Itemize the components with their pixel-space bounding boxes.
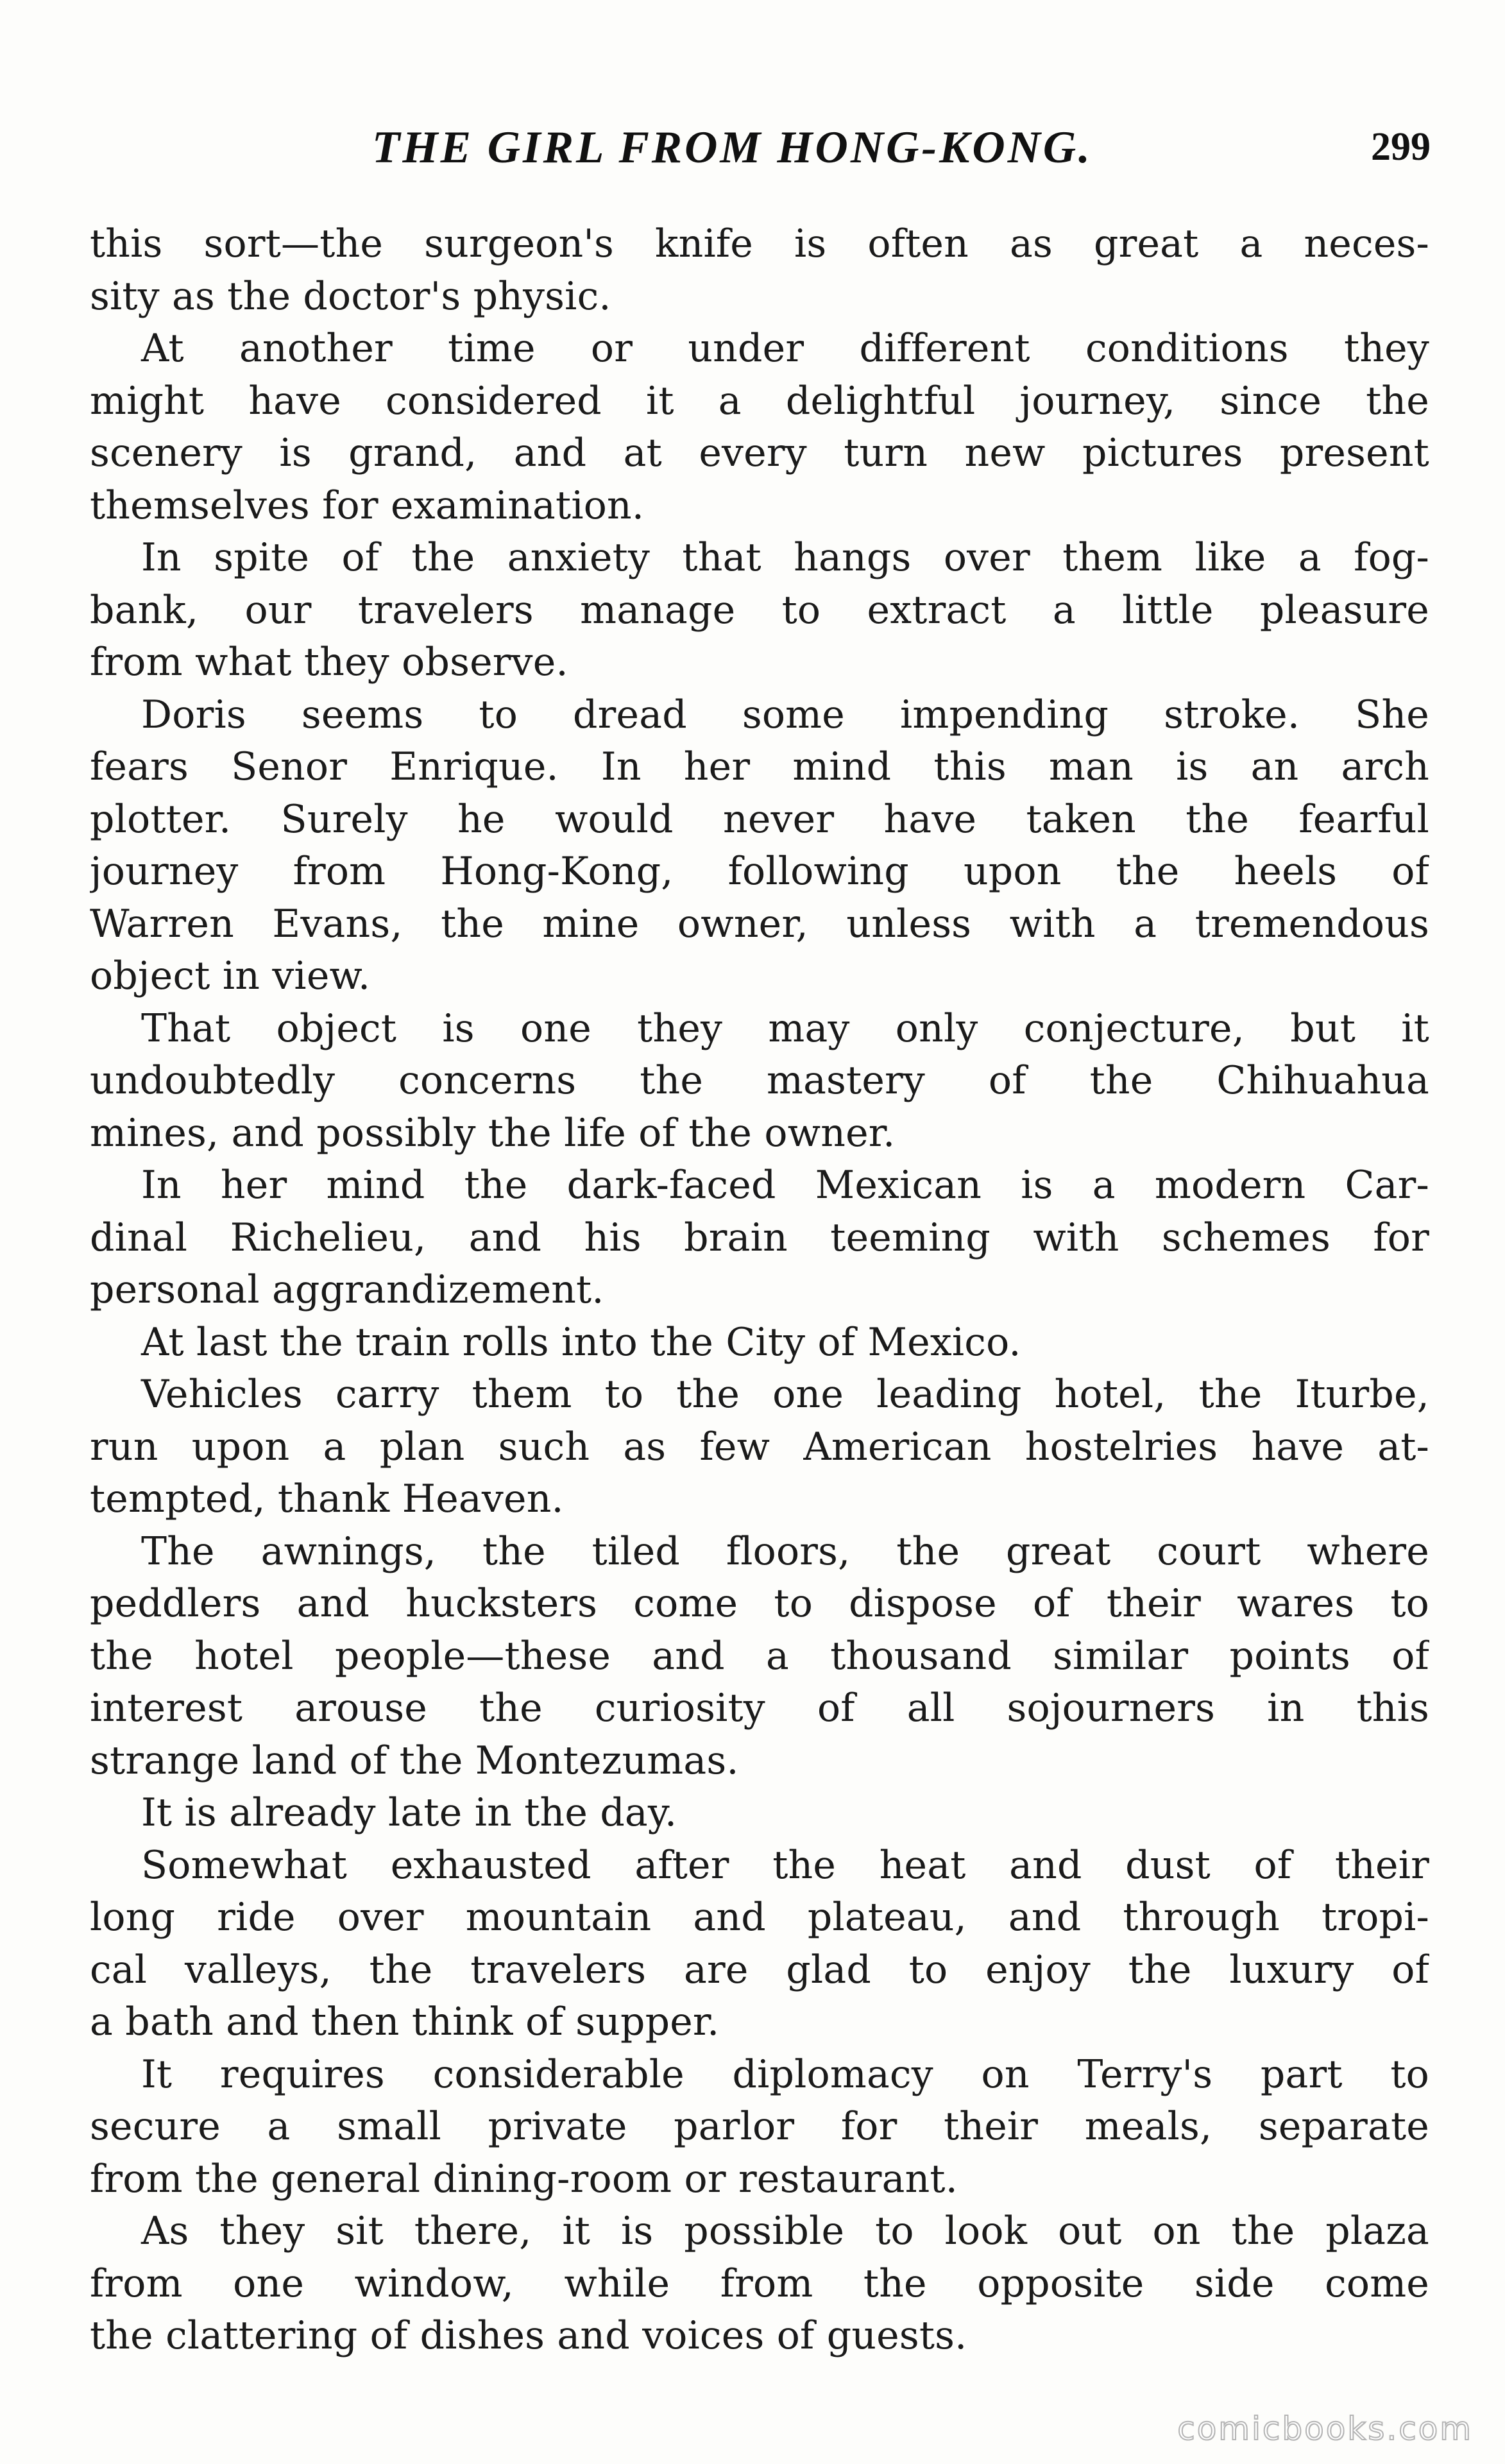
text-line: undoubtedly concerns the mastery of the Chihuahua bbox=[90, 1058, 1429, 1103]
text-line: might have considered it a delightful journey, since the bbox=[90, 378, 1429, 424]
text-line: mines, and possibly the life of the owner. bbox=[90, 1110, 896, 1156]
text-line: plotter. Surely he would never have taken the fearful bbox=[90, 796, 1429, 842]
text-line: themselves for examination. bbox=[90, 483, 645, 528]
text-line: It requires considerable diplomacy on Terry's part to bbox=[141, 2051, 1429, 2097]
text-line: In spite of the anxiety that hangs over them like a fog- bbox=[141, 535, 1429, 580]
text-line: Somewhat exhausted after the heat and dust of their bbox=[141, 1842, 1429, 1888]
text-line: this sort—the surgeon's knife is often as great a neces- bbox=[90, 221, 1429, 266]
text-line: strange land of the Montezumas. bbox=[90, 1738, 739, 1783]
text-line: dinal Richelieu, and his brain teeming with schemes for bbox=[90, 1215, 1429, 1260]
text-line: from the general dining-room or restaurant. bbox=[90, 2156, 958, 2202]
text-line: long ride over mountain and plateau, and through tropi- bbox=[90, 1895, 1429, 1940]
text-line: secure a small private parlor for their meals, separate bbox=[90, 2104, 1429, 2149]
text-line: As they sit there, it is possible to look out on the plaza bbox=[141, 2209, 1429, 2254]
text-line: from what they observe. bbox=[90, 640, 568, 685]
text-line: In her mind the dark-faced Mexican is a modern Car- bbox=[141, 1163, 1429, 1208]
page-header bbox=[90, 122, 1431, 193]
text-line: tempted, thank Heaven. bbox=[90, 1476, 564, 1521]
text-line: object in view. bbox=[90, 954, 371, 998]
text-line: Doris seems to dread some impending stroke. She bbox=[141, 692, 1429, 737]
text-line: The awnings, the tiled floors, the great court where bbox=[141, 1528, 1429, 1574]
text-line: interest arouse the curiosity of all sojourners in this bbox=[90, 1686, 1429, 1731]
text-line: At another time or under different conditions they bbox=[141, 326, 1429, 371]
text-line: run upon a plan such as few American hostelries have at- bbox=[90, 1424, 1429, 1469]
text-line: That object is one they may only conjecture, but it bbox=[141, 1005, 1429, 1051]
text-line: fears Senor Enrique. In her mind this man is an arch bbox=[90, 744, 1429, 789]
text-line: the hotel people—these and a thousand similar points of bbox=[90, 1633, 1429, 1679]
text-line: cal valleys, the travelers are glad to enjoy the luxury of bbox=[90, 1947, 1429, 1992]
running-head: THE GIRL FROM HONG-KONG. bbox=[372, 123, 1093, 173]
text-line: the clattering of dishes and voices of guests. bbox=[90, 2313, 967, 2358]
body-text bbox=[90, 218, 1429, 2363]
text-line: journey from Hong-Kong, following upon the heels of bbox=[90, 849, 1429, 894]
text-line: personal aggrandizement. bbox=[90, 1267, 604, 1312]
text-line: sity as the doctor's physic. bbox=[90, 273, 611, 319]
text-line: scenery is grand, and at every turn new pictures present bbox=[90, 431, 1429, 475]
text-line: from one window, while from the opposite side come bbox=[90, 2261, 1429, 2306]
text-line: At last the train rolls into the City of Mexico. bbox=[141, 1319, 1021, 1365]
text-line: Vehicles carry them to the one leading hotel, the Iturbe, bbox=[141, 1372, 1429, 1417]
watermark: comicbooks.com bbox=[1177, 2410, 1473, 2447]
text-line: Warren Evans, the mine owner, unless with a tremendous bbox=[90, 901, 1429, 946]
text-line: bank, our travelers manage to extract a little pleasure bbox=[90, 587, 1429, 633]
page-number: 299 bbox=[1371, 125, 1431, 169]
text-line: It is already late in the day. bbox=[141, 1790, 677, 1835]
text-line: a bath and then think of supper. bbox=[90, 1999, 720, 2044]
text-line: peddlers and hucksters come to dispose of their wares to bbox=[90, 1581, 1429, 1626]
